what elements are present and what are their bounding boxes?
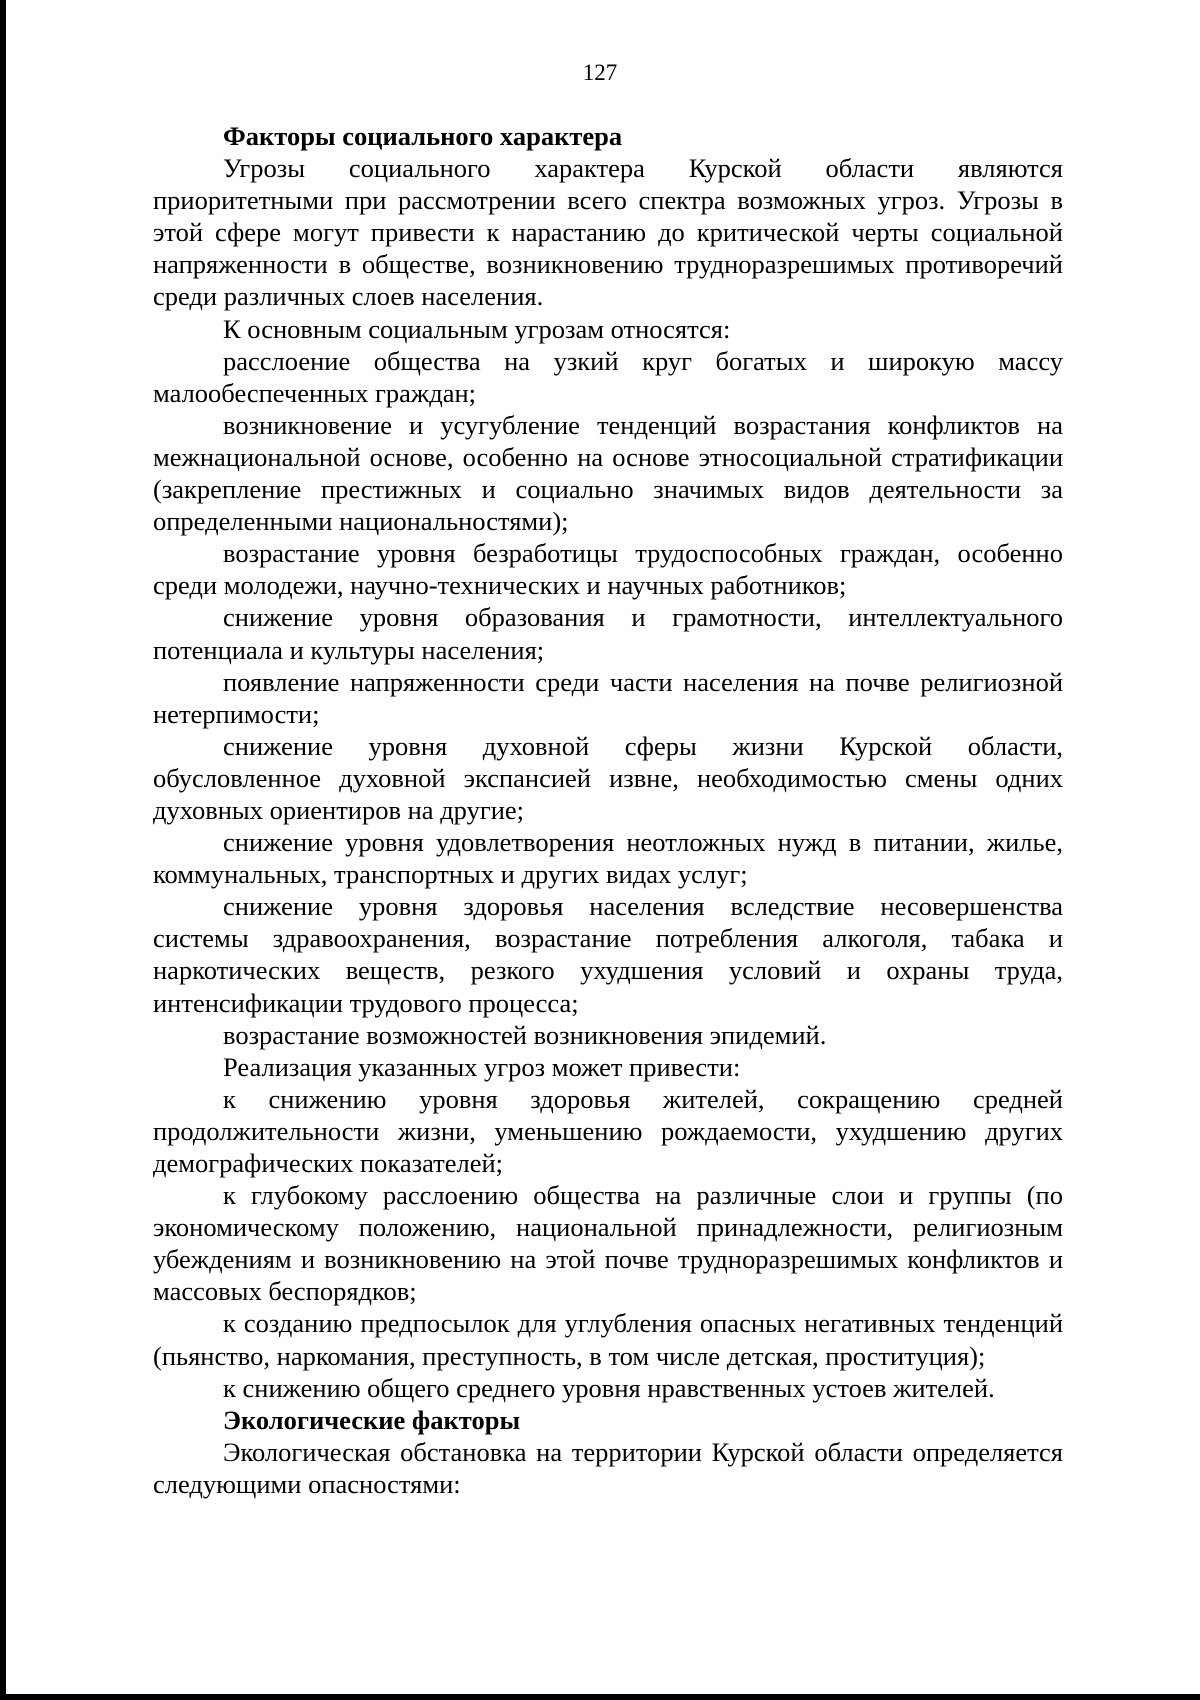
list-item: к созданию предпосылок для углубления опасных негативных тенденций (пьянство, наркомания, преступность, в том числе детская, проституция); xyxy=(153,1308,1063,1371)
paragraph: Экологическая обстановка на территории Курской области определяется следующими опасностями: xyxy=(153,1436,1063,1499)
list-item: к снижению общего среднего уровня нравственных устоев жителей. xyxy=(223,1372,995,1403)
list-item: снижение уровня образования и грамотности, интеллектуального потенциала и культуры населения; xyxy=(153,602,1063,665)
paragraph: Угрозы социального характера Курской области являются приоритетными при рассмотрении всего спектра возможных угроз. Угрозы в этой сфере могут привести к нарастанию до критической черты социальной напряженности в обществе, возникновению трудноразрешимых противоречий среди различных слоев населения. xyxy=(153,153,1063,312)
list-item: возрастание возможностей возникновения эпидемий. xyxy=(223,1019,827,1050)
list-item: возникновение и усугубление тенденций возрастания конфликтов на межнациональной основе, особенно на основе этносоциальной стратификации (закрепление престижных и социально значимых видов деятельности за определенными национальностями); xyxy=(153,409,1063,537)
list-item: к снижению уровня здоровья жителей, сокращению средней продолжительности жизни, уменьшению рождаемости, ухудшению других демографических показателей; xyxy=(153,1083,1063,1178)
page-number: 127 xyxy=(582,60,618,85)
list-item: расслоение общества на узкий круг богатых и широкую массу малообеспеченных граждан; xyxy=(153,345,1063,408)
section-heading-social: Факторы социального характера xyxy=(223,121,623,151)
list-item: возрастание уровня безработицы трудоспособных граждан, особенно среди молодежи, научно-технических и научных работников; xyxy=(153,538,1063,601)
scan-bottom-border xyxy=(0,1694,1200,1700)
paragraph: К основным социальным угрозам относятся: xyxy=(223,313,731,344)
document-body xyxy=(153,120,1063,1500)
list-item: к глубокому расслоению общества на различные слои и группы (по экономическому положению, национальной принадлежности, религиозным убеждениям и возникновению на этой почве трудноразрешимых конфликтов и массовых беспорядков; xyxy=(153,1180,1063,1307)
scan-left-border xyxy=(0,0,6,1700)
list-item: снижение уровня удовлетворения неотложных нужд в питании, жилье, коммунальных, транспортных и других видах услуг; xyxy=(153,827,1063,890)
list-item: снижение уровня здоровья населения вследствие несовершенства системы здравоохранения, возрастание потребления алкоголя, табака и наркотических веществ, резкого ухудшения условий и охраны труда, интенсификации трудового процесса; xyxy=(153,891,1063,1018)
paragraph: Реализация указанных угроз может привести: xyxy=(223,1051,741,1082)
section-heading-ecological: Экологические факторы xyxy=(223,1404,521,1435)
list-item: появление напряженности среди части населения на почве религиозной нетерпимости; xyxy=(153,666,1063,729)
list-item: снижение уровня духовной сферы жизни Курской области, обусловленное духовной экспансией извне, необходимостью смены одних духовных ориентиров на другие; xyxy=(153,730,1063,825)
